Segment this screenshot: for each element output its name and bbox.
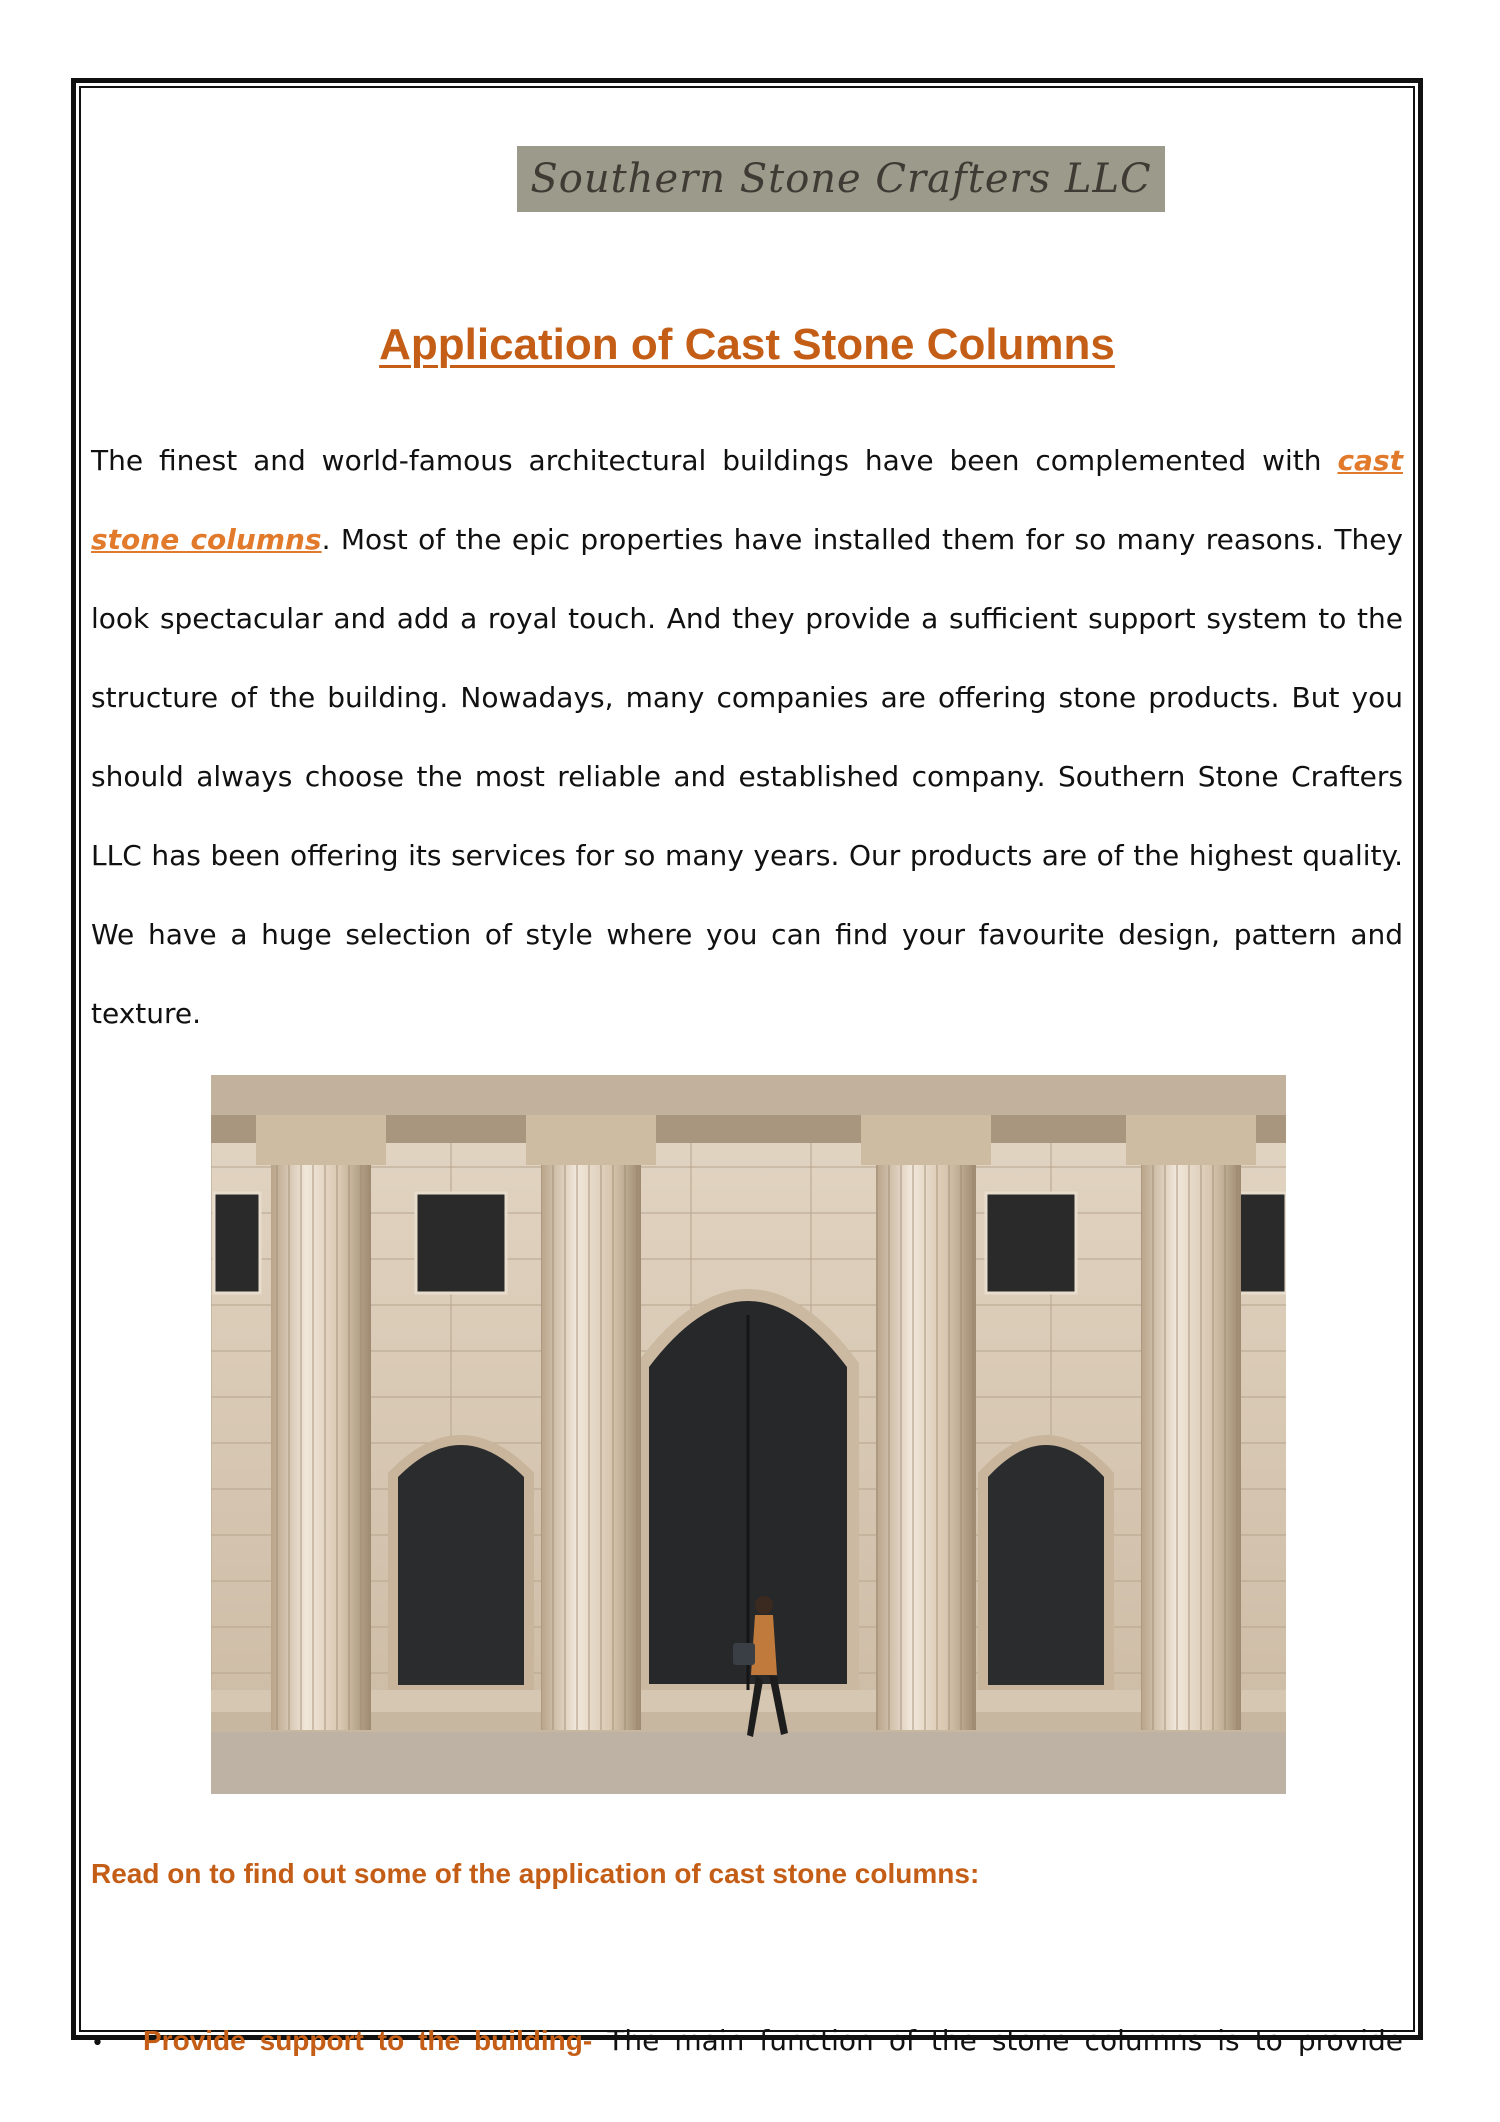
list-item-text <box>143 2024 1403 2057</box>
intro-paragraph <box>91 421 1403 1053</box>
company-logo <box>517 146 1165 212</box>
list-item-lead: Provide support to the building- <box>143 2025 593 2056</box>
logo-text: Southern Stone Crafters LLC <box>530 156 1152 202</box>
section-subheading: Read on to find out some of the application of cast stone columns: <box>91 1858 980 1889</box>
intro-text-rest: . Most of the epic properties have installed them for so many reasons. They look spectacular and add a royal touch. And they provide a sufficient support system to the structure of the building. Nowadays, many companies are offering stone products. But you should always choose the most reliable and established company. Southern Stone Crafters LLC has been offering its services for so many years. Our products are of the highest quality. We have a huge selection of style where you can find your favourite design, pattern and texture. <box>91 523 1403 1030</box>
list-item-body: The main function of the stone columns is to provide <box>592 2024 1403 2057</box>
bullet-marker: • <box>91 2031 104 2056</box>
page-title: Application of Cast Stone Columns <box>379 320 1115 370</box>
building-columns-photo <box>211 1075 1286 1794</box>
cast-stone-columns-link[interactable]: cast stone columns <box>91 444 1403 556</box>
list-item <box>91 2024 1403 2057</box>
intro-text-start: The finest and world-famous architectural buildings have been complemented with <box>91 444 1338 477</box>
